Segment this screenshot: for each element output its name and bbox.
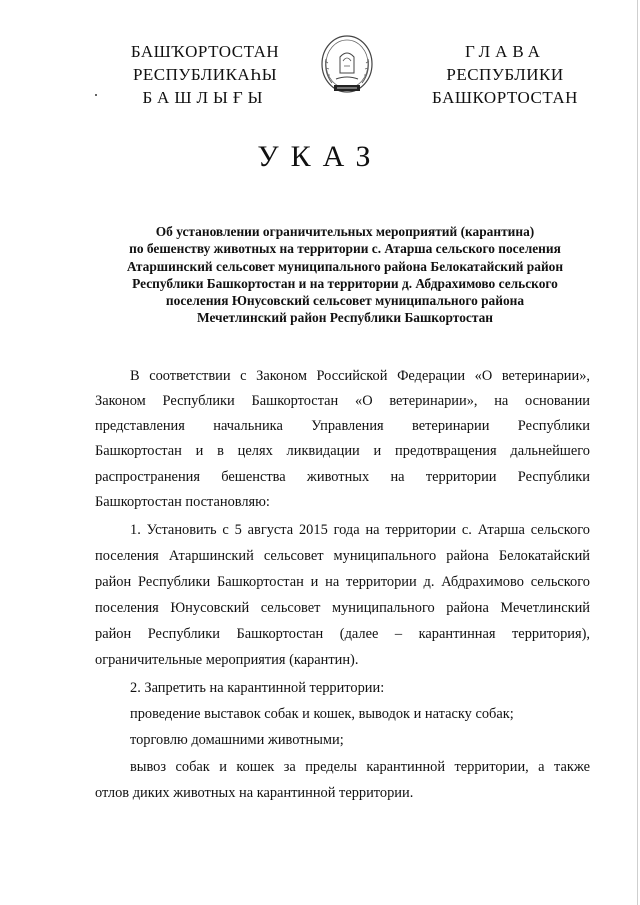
body-line: поселения Юнусовский сельсовет муниципального района Мечетлинский	[95, 600, 590, 616]
header-left-line: БАШҠОРТОСТАН	[130, 42, 280, 61]
header-left-line: БАШЛЫҒЫ	[142, 88, 268, 107]
body-line: торговлю домашними животными;	[130, 732, 344, 748]
subject-line: по бешенству животных на территории с. Атарша сельского поселения	[129, 241, 561, 257]
subject-line: Атаршинский сельсовет муниципального района Белокатайский район	[126, 258, 564, 274]
page-edge	[637, 0, 638, 905]
body-line: Башкортостан постановляю:	[95, 494, 270, 510]
body-line: Законом Республики Башкортостан «О ветеринарии», на основании	[95, 393, 590, 409]
body-line: представления начальника Управления ветеринарии Республики	[95, 418, 590, 434]
subject-line: Об установлении ограничительных мероприятий (карантина)	[155, 224, 535, 239]
header-left-line: РЕСПУБЛИКАҺЫ	[132, 65, 278, 84]
body-line: В соответствии с Законом Российской Федерации «О ветеринарии»,	[130, 368, 590, 384]
subject-line: Мечетлинский район Республики Башкортостан	[196, 310, 493, 326]
body-line: район Республики Башкортостан (далее – карантинная территория),	[95, 626, 590, 642]
body-line: 2. Запретить на карантинной территории:	[130, 680, 385, 696]
header-right-line: ГЛАВА	[465, 42, 545, 61]
body-line: 1. Установить с 5 августа 2015 года на территории с. Атарша сельского	[130, 522, 590, 538]
body-line: район Республики Башкортостан и на территории д. Абдрахимово сельского	[95, 574, 590, 590]
header-left-bashkir	[118, 40, 292, 109]
coat-of-arms-emblem	[318, 33, 376, 99]
body-line: проведение выставок собак и кошек, выводок и натаску собак;	[130, 706, 514, 722]
header-right-line: РЕСПУБЛИКИ	[446, 65, 564, 84]
decree-subject	[95, 223, 595, 327]
body-line: поселения Атаршинский сельсовет муниципального района Белокатайский	[95, 548, 590, 564]
body-line: Башкортостан и в целях ликвидации и предотвращения дальнейшего	[95, 443, 590, 459]
header-right-line: БАШКОРТОСТАН	[432, 88, 578, 107]
scan-dot	[95, 94, 97, 96]
subject-line: поселения Юнусовский сельсовет муниципального района	[165, 293, 525, 309]
body-line: отлов диких животных на карантинной территории.	[95, 785, 414, 801]
header-right-russian	[420, 40, 590, 109]
body-line: ограничительные мероприятия (карантин).	[95, 652, 359, 668]
subject-line: Республики Башкортостан и на территории д. Абдрахимово сельского	[132, 275, 558, 291]
body-line: вывоз собак и кошек за пределы карантинной территории, а также	[130, 759, 590, 775]
body-line: распространения бешенства животных на территории Республики	[95, 469, 590, 485]
document-title: УКАЗ	[257, 140, 383, 173]
